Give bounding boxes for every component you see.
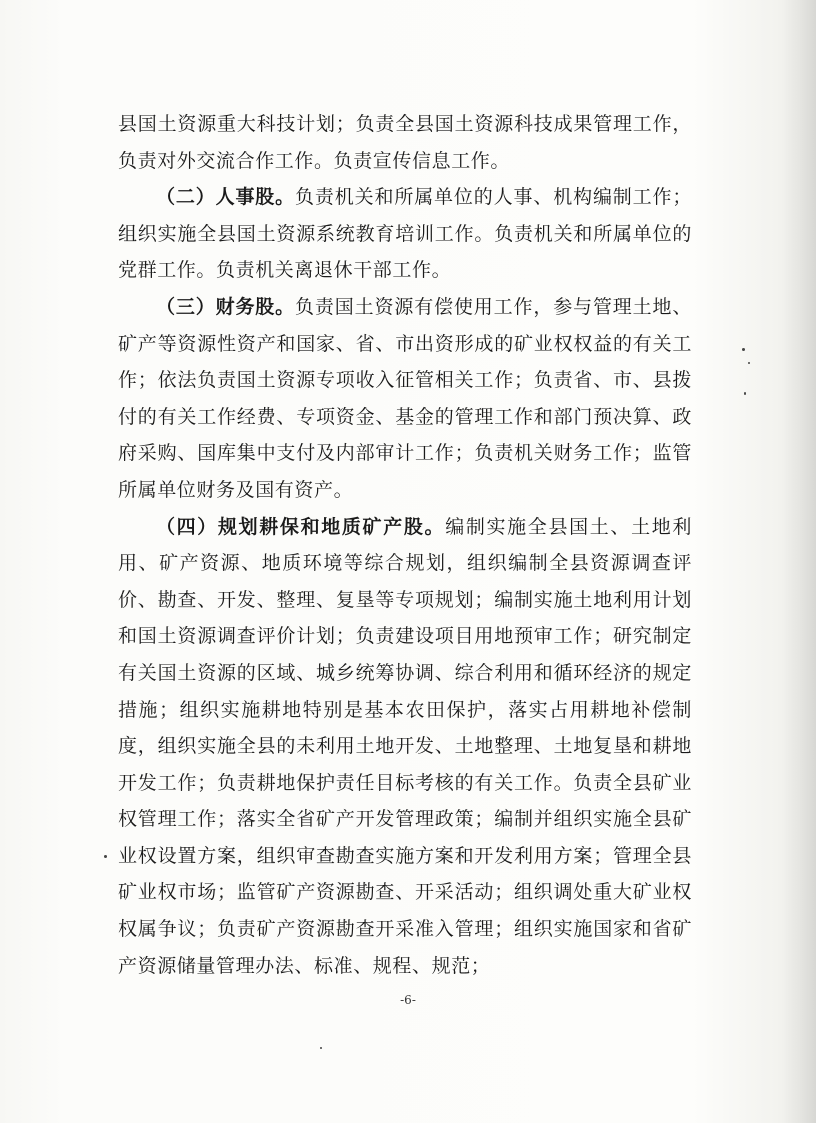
paragraph-text: 负责国土资源有偿使用工作，参与管理土地、矿产等资源性资产和国家、省、市出资形成的矿业权权益的有关工作；依法负责国土资源专项收入征管相关工作；负责省、市、县拨付的有关工作经费、专项资金、基金的管理工作和部门预决算、政府采购、国库集中支付及内部审计工作；负责机关财务工作；监管所属单位财务及国有资产。	[118, 295, 692, 501]
section-heading-planning: （四）规划耕保和地质矿产股。	[156, 515, 446, 538]
scan-speck	[104, 855, 107, 858]
paragraph-text: 负责机关和所属单位的人事、机构编制工作；组织实施全县国土资源系统教育培训工作。负责机关和所属单位的党群工作。负责机关离退休干部工作。	[118, 186, 692, 282]
scan-speck	[320, 1047, 322, 1049]
scan-speck	[748, 362, 750, 364]
paragraph-finance	[118, 289, 692, 509]
paragraph-personnel	[118, 179, 692, 289]
paragraph-text: 编制实施全县国土、土地利用、矿产资源、地质环境等综合规划，组织编制全县资源调查评价、勘查、开发、整理、复垦等专项规划；编制实施土地利用计划和国土资源调查评价计划；负责建设项目用地预审工作；研究制定有关国土资源的区域、城乡统筹协调、综合利用和循环经济的规定措施；组织实施耕地特别是基本农田保护，落实占用耕地补偿制度，组织实施全县的未利用土地开发、土地整理、土地复垦和耕地开发工作；负责耕地保护责任目标考核的有关工作。负责全县矿业权管理工作；落实全省矿产开发管理政策；编制并组织实施全县矿业权设置方案，组织审查勘查实施方案和开发利用方案；管理全县矿业权市场；监管矿产资源勘查、开采活动；组织调处重大矿业权权属争议；负责矿产资源勘查开采准入管理；组织实施国家和省矿产资源储量管理办法、标准、规程、规范；	[118, 515, 693, 977]
paragraph-text: 县国土资源重大科技计划；负责全县国土资源科技成果管理工作，负责对外交流合作工作。负责宣传信息工作。	[118, 113, 692, 172]
document-body	[118, 106, 692, 984]
paragraph-continuation	[118, 106, 692, 179]
section-heading-personnel: （二）人事股。	[156, 186, 296, 209]
scan-speck	[744, 392, 746, 395]
scan-speck	[742, 348, 745, 351]
paragraph-planning	[118, 509, 692, 985]
page-edge-shadow	[780, 0, 816, 1123]
section-heading-finance: （三）财务股。	[156, 295, 296, 318]
page-number: -6-	[400, 993, 416, 1007]
